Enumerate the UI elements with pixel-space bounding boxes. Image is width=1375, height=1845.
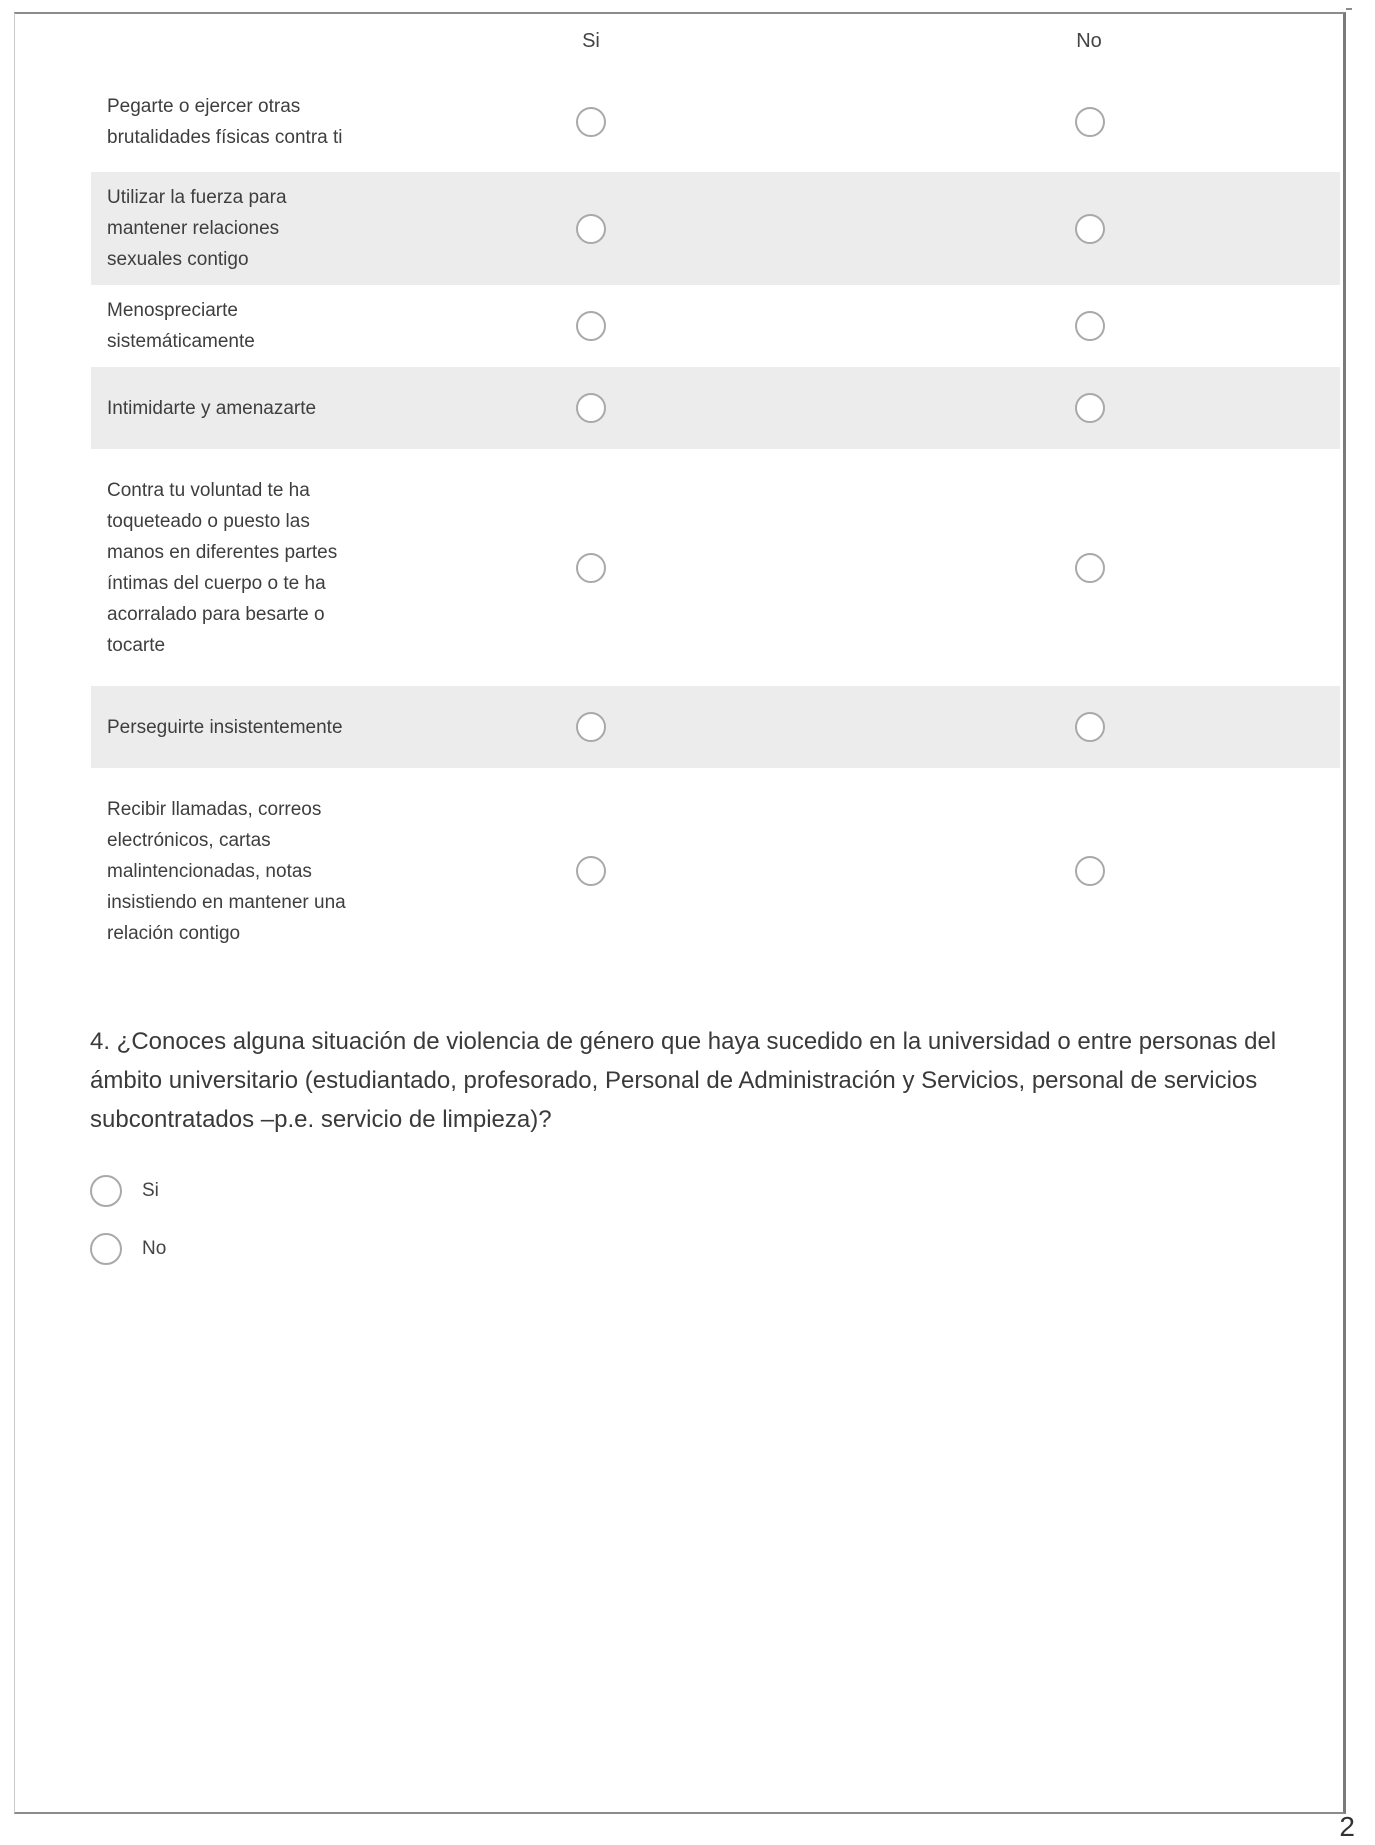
matrix-row [91,72,1340,172]
question-4-options [90,1162,166,1278]
radio-si[interactable] [576,214,606,244]
radio-no[interactable] [1075,214,1105,244]
radio-no[interactable] [1075,107,1105,137]
matrix-row [91,768,1340,974]
option-label: No [142,1238,167,1259]
question-4-text: 4. ¿Conoces alguna situación de violencia de género que haya sucedido en la universidad o entre personas del ámbito universitario (estudiantado, profesorado, Personal de Administración y Servicios, personal de servicios subcontratados –p.e. servicio de limpieza)? [90,1028,1277,1133]
radio-si[interactable] [576,393,606,423]
radio-no[interactable] [90,1233,122,1265]
matrix-row [91,172,1340,285]
row-label: Perseguirte insistentemente [107,716,343,738]
matrix-row [91,686,1340,768]
radio-si[interactable] [576,553,606,583]
grid-question-matrix [91,28,1340,974]
radio-no[interactable] [1075,311,1105,341]
radio-no[interactable] [1075,856,1105,886]
column-header-si: Si [582,30,600,52]
matrix-row [91,285,1340,367]
row-label: Utilizar la fuerza para mantener relaciones sexuales contigo [107,187,287,270]
radio-si[interactable] [576,311,606,341]
option-no[interactable] [90,1220,166,1278]
row-label: Intimidarte y amenazarte [107,397,317,419]
row-label: Pegarte o ejercer otras brutalidades físicas contra ti [107,96,343,148]
row-label: Recibir llamadas, correos electrónicos, cartas malintencionadas, notas insistiendo en mantener una relación contigo [107,798,346,944]
page-corner-mark [1346,8,1352,10]
matrix-row [91,449,1340,686]
option-si[interactable] [90,1162,166,1220]
radio-si[interactable] [90,1175,122,1207]
page-number: 2 [1339,1811,1355,1842]
matrix-header [91,28,1340,72]
radio-no[interactable] [1075,712,1105,742]
radio-si[interactable] [576,107,606,137]
column-header-no: No [1076,30,1102,52]
row-label: Contra tu voluntad te ha toqueteado o puesto las manos en diferentes partes íntimas del cuerpo o te ha acorralado para besarte o tocarte [107,479,338,656]
radio-si[interactable] [576,712,606,742]
row-label: Menospreciarte sistemáticamente [107,300,255,352]
option-label: Si [142,1180,159,1201]
radio-no[interactable] [1075,393,1105,423]
matrix-row [91,367,1340,449]
radio-si[interactable] [576,856,606,886]
radio-no[interactable] [1075,553,1105,583]
